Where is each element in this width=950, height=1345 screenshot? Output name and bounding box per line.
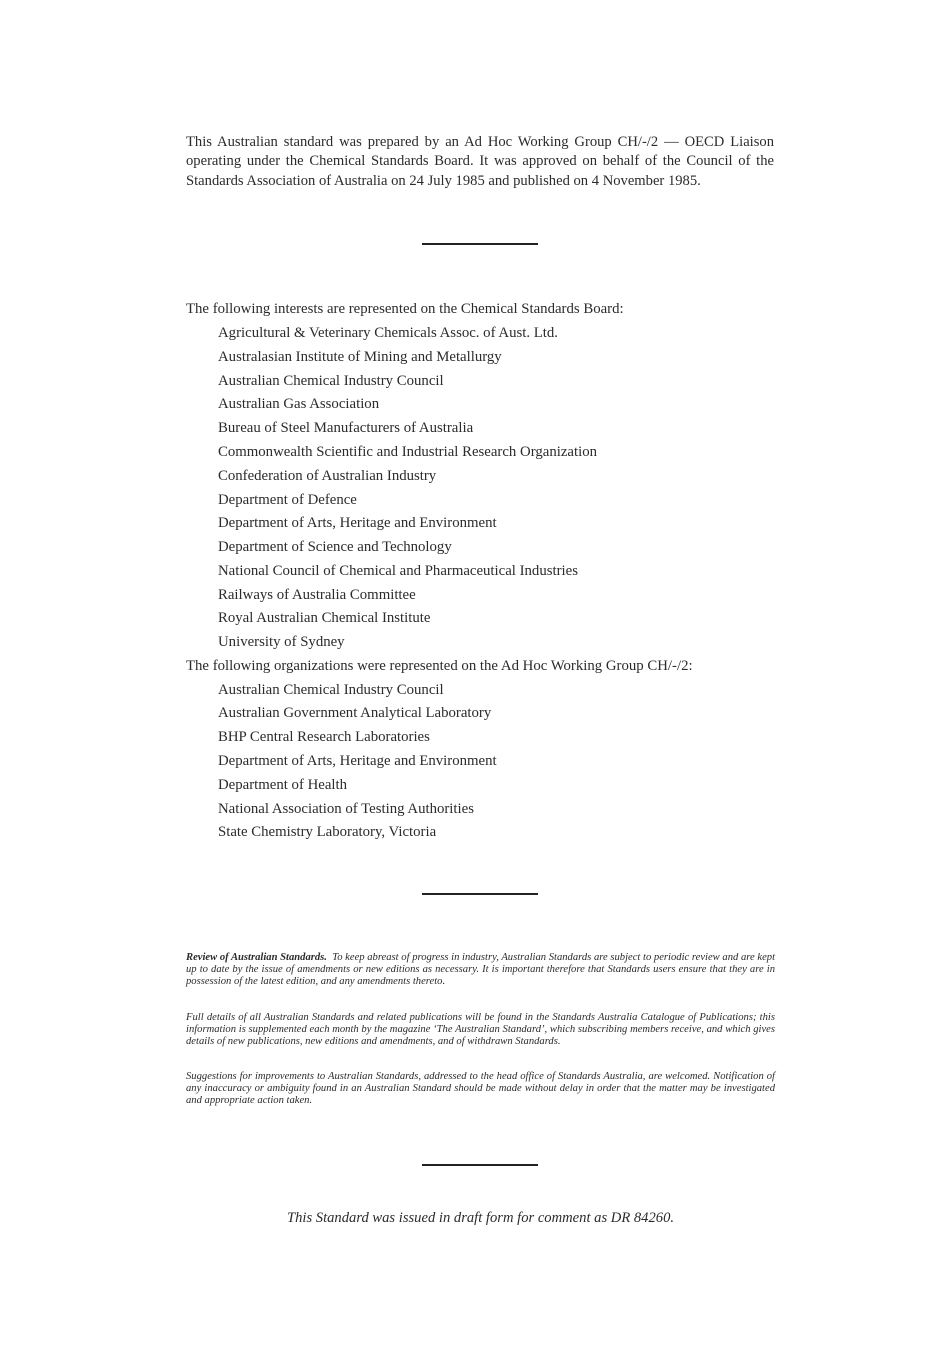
list-item: Australian Government Analytical Laboratory (218, 705, 492, 721)
working-group-heading: The following organizations were represented on the Ad Hoc Working Group CH/-/2: (186, 658, 693, 674)
list-item: University of Sydney (218, 634, 345, 650)
list-item: Railways of Australia Committee (218, 587, 416, 603)
list-item: Australian Chemical Industry Council (218, 682, 444, 698)
suggestions-paragraph: Suggestions for improvements to Australian Standards, addressed to the head office of Standards Australia, are welcomed. Notification of any inaccuracy or ambiguity found in an Australian Standard should be made without delay in order that the matter may be investigated and appropriate action taken. (186, 1071, 775, 1107)
list-item: Australasian Institute of Mining and Metallurgy (218, 349, 502, 365)
list-item: National Association of Testing Authorities (218, 801, 474, 817)
list-item: Department of Arts, Heritage and Environment (218, 753, 497, 769)
divider-rule (422, 893, 538, 895)
list-item: Department of Arts, Heritage and Environment (218, 515, 497, 531)
board-heading: The following interests are represented on the Chemical Standards Board: (186, 301, 624, 317)
divider-rule (422, 243, 538, 245)
list-item: Department of Defence (218, 492, 357, 508)
list-item: Bureau of Steel Manufacturers of Australia (218, 420, 474, 436)
review-text: To keep abreast of progress in industry, Australian Standards are subject to periodic review and are kept up to date by the issue of amendments or new editions as necessary. It is important therefore that Standards users ensure that they are in possession of the latest edition, and any amendments thereto. (186, 952, 776, 988)
list-item: Royal Australian Chemical Institute (218, 610, 431, 626)
list-item: Australian Chemical Industry Council (218, 373, 444, 389)
list-item: Commonwealth Scientific and Industrial Research Organization (218, 444, 597, 460)
list-item: Australian Gas Association (218, 396, 380, 412)
review-paragraph (186, 952, 775, 989)
list-item: Confederation of Australian Industry (218, 468, 437, 484)
review-title: Review of Australian Standards. (186, 952, 327, 963)
list-item: Department of Health (218, 777, 348, 793)
preparation-statement: This Australian standard was prepared by an Ad Hoc Working Group CH/-/2 — OECD Liaison operating under the Chemical Standards Board. It was approved on behalf of the Council of the Standards Association of Australia on 24 July 1985 and published on 4 November 1985. (186, 134, 774, 189)
list-item: BHP Central Research Laboratories (218, 729, 430, 745)
draft-note: This Standard was issued in draft form for comment as DR 84260. (286, 1210, 675, 1226)
list-item: State Chemistry Laboratory, Victoria (218, 824, 437, 840)
full-details-paragraph: Full details of all Australian Standards and related publications will be found in the Standards Australia Catalogue of Publications; this information is supplemented each month by the magazine ‘The Australian Standard’, which subscribing members receive, and which gives details of new publications, new editions and amendments, and of withdrawn Standards. (186, 1012, 775, 1048)
list-item: National Council of Chemical and Pharmaceutical Industries (218, 563, 578, 579)
list-item: Department of Science and Technology (218, 539, 452, 555)
divider-rule (422, 1164, 538, 1166)
list-item: Agricultural & Veterinary Chemicals Assoc. of Aust. Ltd. (218, 325, 558, 341)
